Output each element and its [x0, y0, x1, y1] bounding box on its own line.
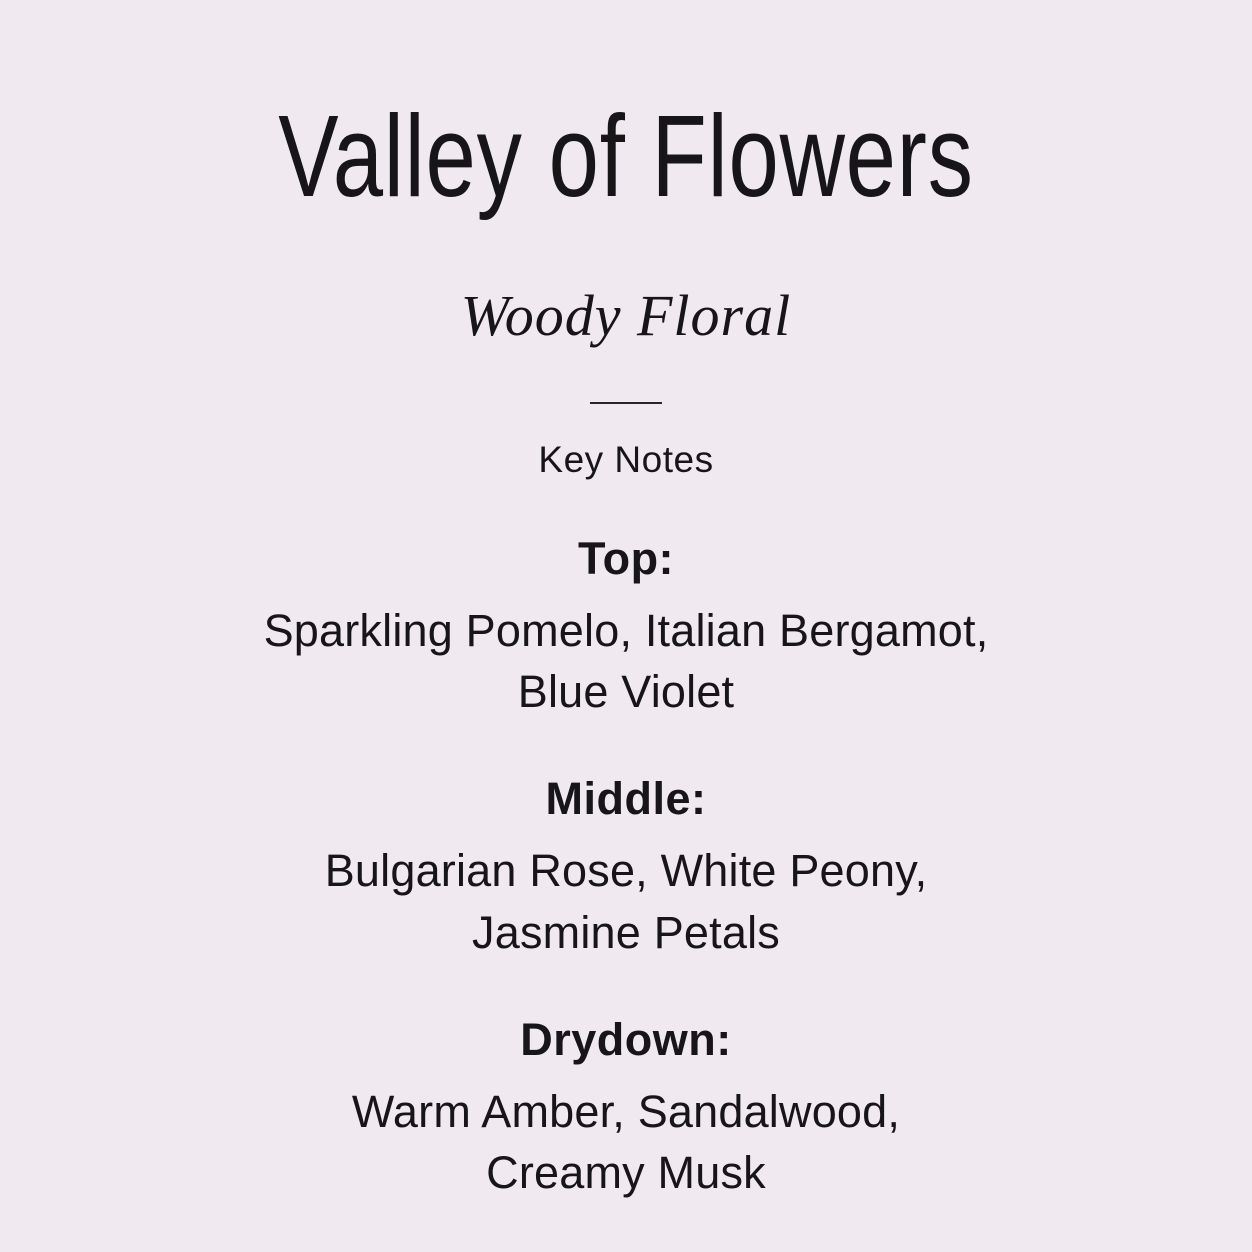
note-label-middle: Middle: — [545, 773, 707, 825]
note-line: Sparkling Pomelo, Italian Bergamot, — [263, 604, 989, 656]
note-line: Bulgarian Rose, White Peony, — [324, 845, 928, 897]
note-line: Warm Amber, Sandalwood, — [351, 1085, 901, 1137]
divider-rule — [590, 402, 662, 404]
note-label-top: Top: — [577, 532, 675, 584]
note-section-drydown — [0, 1013, 1252, 1203]
note-lines-top — [0, 600, 1252, 722]
scent-family-subtitle: Woody Floral — [460, 282, 792, 348]
note-section-middle — [0, 772, 1252, 962]
note-label-drydown: Drydown: — [520, 1013, 732, 1065]
note-line: Creamy Musk — [486, 1146, 766, 1198]
note-line: Blue Violet — [517, 666, 735, 718]
note-lines-middle — [0, 840, 1252, 962]
fragrance-title: Valley of Flowers — [278, 91, 974, 221]
note-section-top — [0, 532, 1252, 722]
key-notes-heading: Key Notes — [538, 438, 714, 480]
note-line: Jasmine Petals — [472, 906, 780, 958]
note-lines-drydown — [0, 1081, 1252, 1203]
